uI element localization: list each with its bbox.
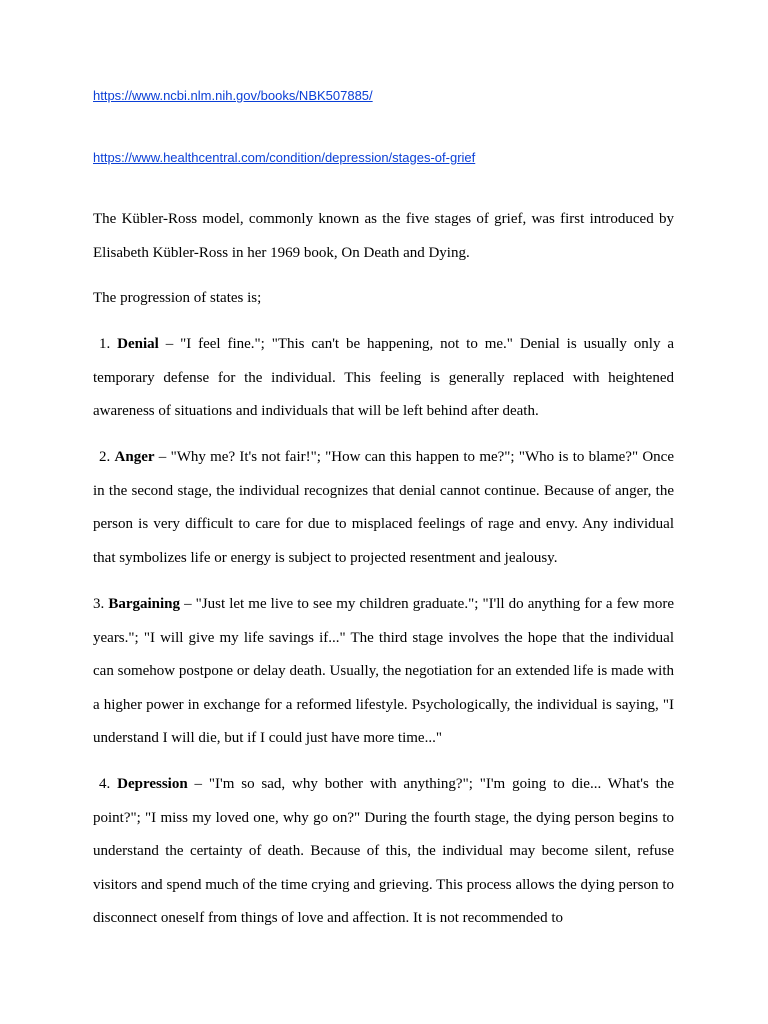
- reference-link-ncbi[interactable]: https://www.ncbi.nlm.nih.gov/books/NBK507885/: [93, 88, 373, 103]
- stage-denial-paragraph: [93, 328, 674, 429]
- stage-description: – "Why me? It's not fair!"; "How can this happen to me?"; "Who is to blame?" Once in the second stage, the individual recognizes that denial cannot continue. Because of anger, the person is very difficult to care for due to misplaced feelings of rage and envy. Any individual that symbolizes life or energy is subject to projected resentment and jealousy.: [93, 449, 674, 566]
- stage-name: Anger: [114, 449, 155, 465]
- intro-paragraph: The Kübler-Ross model, commonly known as the five stages of grief, was first introduced by Elisabeth Kübler-Ross in her 1969 book, On Death and Dying.: [93, 211, 674, 261]
- stage-name: Depression: [117, 776, 188, 792]
- stage-number: 4.: [99, 776, 111, 792]
- stage-depression-paragraph: [93, 768, 674, 936]
- stage-number: 3.: [93, 596, 105, 612]
- stage-name: Denial: [117, 336, 159, 352]
- progression-paragraph: The progression of states is;: [93, 290, 262, 306]
- stage-number: 1.: [99, 336, 111, 352]
- stage-name: Bargaining: [108, 596, 181, 612]
- stage-description: – "I'm so sad, why bother with anything?"; "I'm going to die... What's the point?"; "I miss my loved one, why go on?" During the fourth stage, the dying person begins to understand the certainty of death. Because of this, the individual may become silent, refuse visitors and spend much of the time crying and grieving. This process allows the dying person to disconnect oneself from things of love and affection. It is not recommended to: [93, 776, 674, 926]
- reference-link-healthcentral[interactable]: https://www.healthcentral.com/condition/depression/stages-of-grief: [93, 150, 476, 165]
- stage-bargaining-paragraph: [93, 588, 674, 756]
- stage-description: – "I feel fine."; "This can't be happening, not to me." Denial is usually only a temporary defense for the individual. This feeling is generally replaced with heightened awareness of situations and individuals that will be left behind after death.: [93, 336, 675, 419]
- stage-anger-paragraph: [93, 441, 674, 575]
- stage-number: 2.: [99, 449, 111, 465]
- stage-description: – "Just let me live to see my children graduate."; "I'll do anything for a few more years."; "I will give my life savings if..." The third stage involves the hope that the individual can somehow postpone or delay death. Usually, the negotiation for an extended life is made with a higher power in exchange for a reformed lifestyle. Psychologically, the individual is saying, "I understand I will die, but if I could just have more time...": [93, 596, 675, 746]
